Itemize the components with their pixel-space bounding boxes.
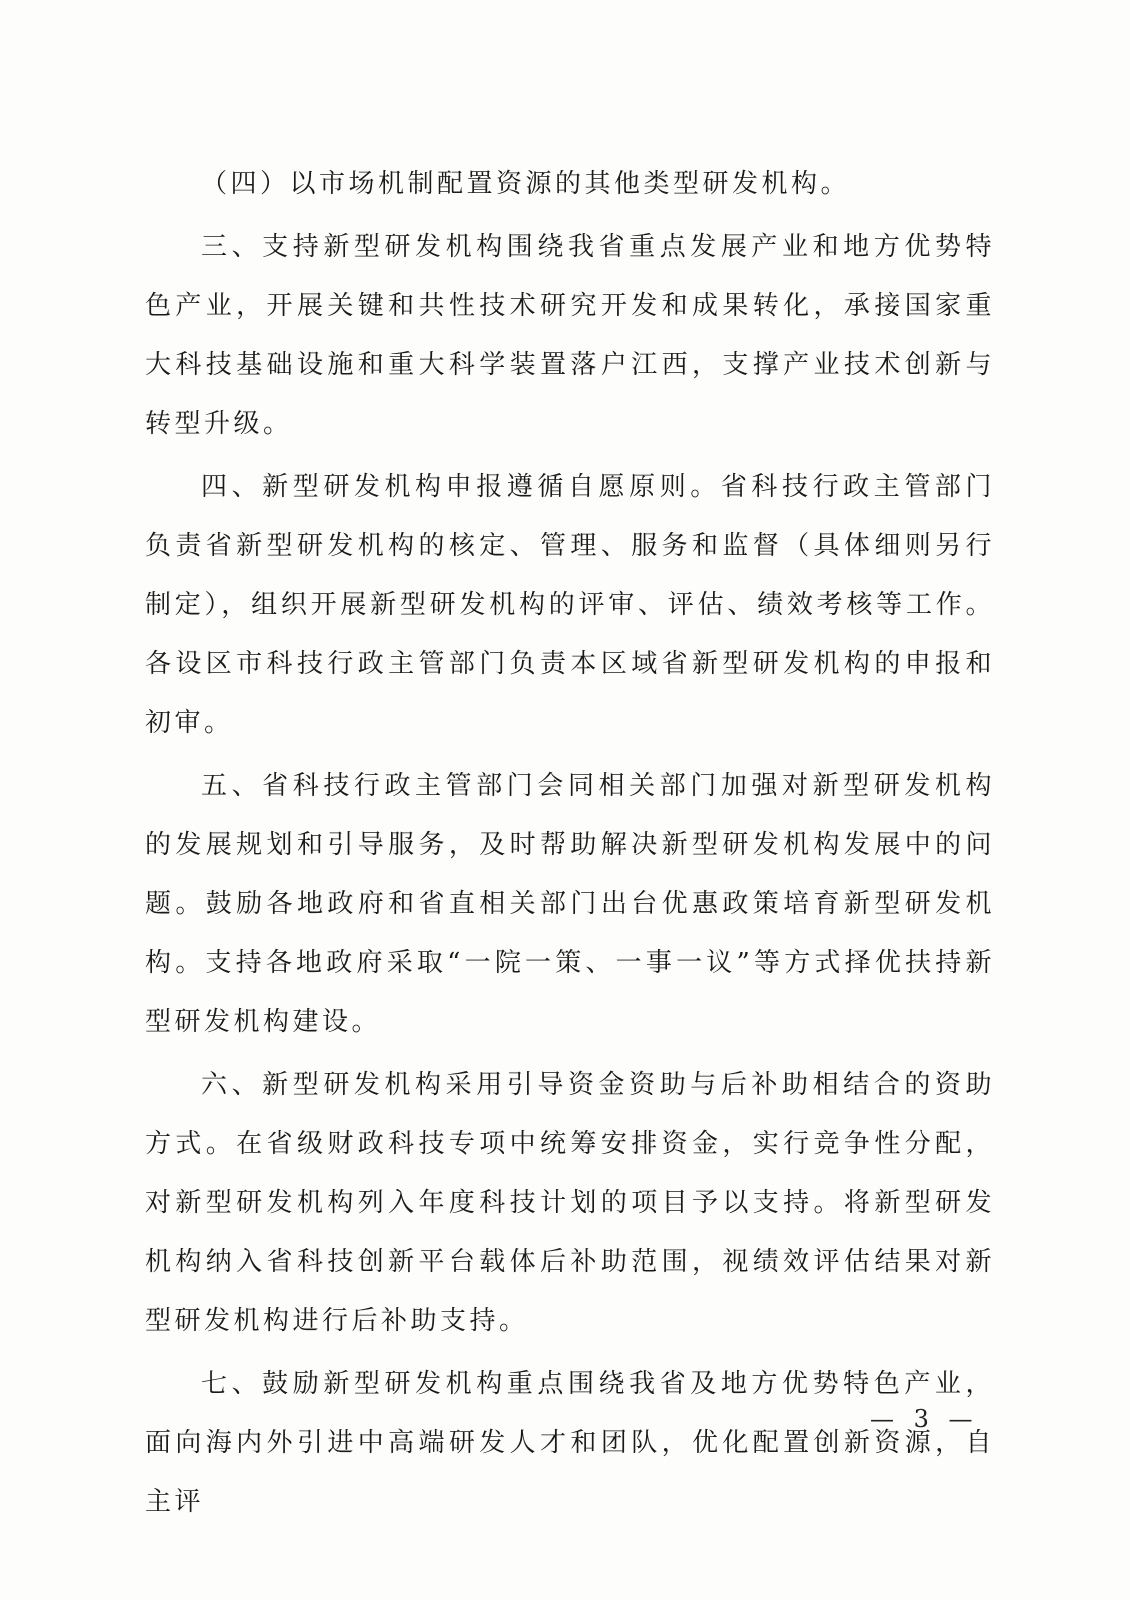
paragraph-article-6: 六、新型研发机构采用引导资金资助与后补助相结合的资助方式。在省级财政科技专项中统筹安排资金，实行竞争性分配，对新型研发机构列入年度科技计划的项目予以支持。将新型研发机构纳入省科技创新平台载体后补助范围，视绩效评估结果对新型研发机构进行后补助支持。: [145, 1070, 995, 1336]
document-body: [145, 155, 995, 1532]
paragraph-article-3: 三、支持新型研发机构围绕我省重点发展产业和地方优势特色产业，开展关键和共性技术研究开发和成果转化，承接国家重大科技基础设施和重大科学装置落户江西，支撑产业技术创新与转型升级。: [145, 232, 995, 439]
paragraph-article-4: 四、新型研发机构申报遵循自愿原则。省科技行政主管部门负责省新型研发机构的核定、管理、服务和监督（具体细则另行制定），组织开展新型研发机构的评审、评估、绩效考核等工作。各设区市科技行政主管部门负责本区域省新型研发机构的申报和初审。: [145, 472, 995, 738]
paragraph-article-5: 五、省科技行政主管部门会同相关部门加强对新型研发机构的发展规划和引导服务，及时帮助解决新型研发机构发展中的问题。鼓励各地政府和省直相关部门出台优惠政策培育新型研发机构。支持各地政府采取“一院一策、一事一议”等方式择优扶持新型研发机构建设。: [145, 771, 995, 1037]
paragraph-section-4-item: （四）以市场机制配置资源的其他类型研发机构。: [201, 169, 851, 199]
page-number: — 3 —: [870, 1405, 979, 1433]
paragraph-article-7: 七、鼓励新型研发机构重点围绕我省及地方优势特色产业，面向海内外引进中高端研发人才和团队，优化配置创新资源，自主评: [145, 1369, 995, 1517]
